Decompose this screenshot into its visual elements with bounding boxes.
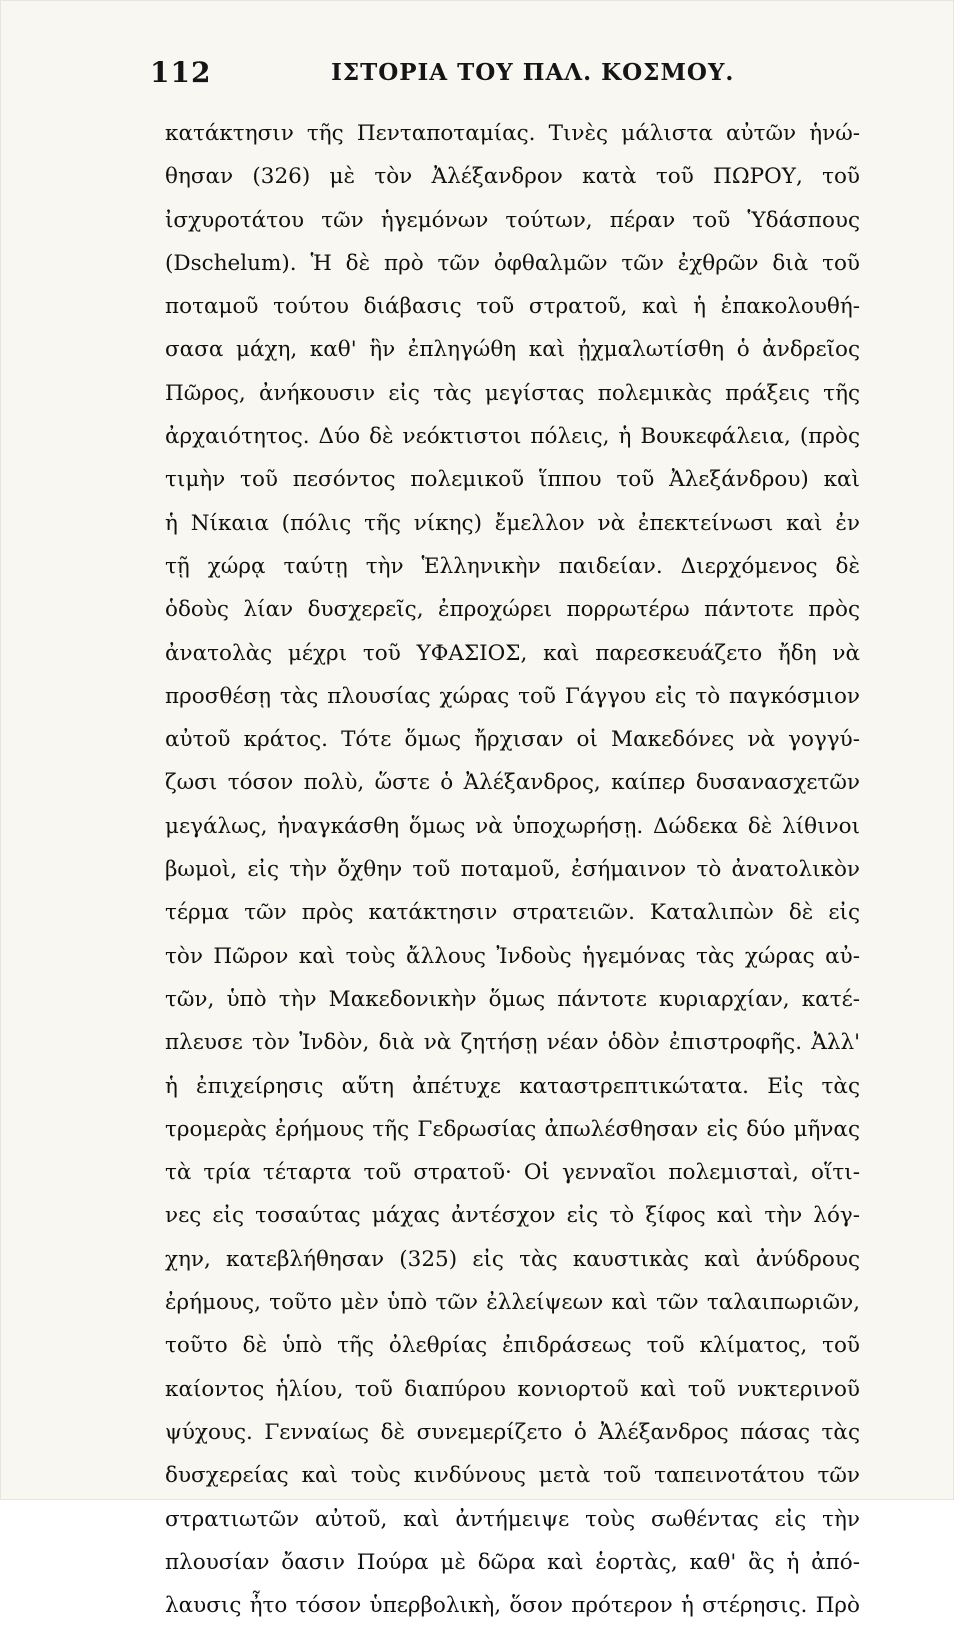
text-line: τέρμα τῶν πρὸς κατάκτησιν στρατειῶν. Καταλιπὼν δὲ εἰς	[165, 900, 860, 926]
text-line: ψύχους. Γενναίως δὲ συνεμερίζετο ὁ Ἀλέξανδρος πάσας τὰς	[165, 1419, 860, 1445]
text-line: ζωσι τόσον πολὺ, ὥστε ὁ Ἀλέξανδρος, καίπερ δυσανασχετῶν	[165, 770, 860, 796]
text-line: βωμοὶ, εἰς τὴν ὄχθην τοῦ ποταμοῦ, ἐσήμαινον τὸ ἀνατολικὸν	[165, 857, 860, 883]
text-line: καίοντος ἡλίου, τοῦ διαπύρου κονιορτοῦ καὶ τοῦ νυκτερινοῦ	[165, 1376, 860, 1402]
text-line: ποταμοῦ τούτου διάβασις τοῦ στρατοῦ, καὶ ἡ ἐπακολουθή-	[165, 294, 860, 320]
text-line: δυσχερείας καὶ τοὺς κινδύνους μετὰ τοῦ ταπεινοτάτου τῶν	[165, 1463, 860, 1489]
text-line: τιμὴν τοῦ πεσόντος πολεμικοῦ ἵππου τοῦ Ἀλεξάνδρου) καὶ	[165, 467, 860, 493]
text-line: ἀνατολὰς μέχρι τοῦ ΥΦΑΣΙΟΣ, καὶ παρεσκευάζετο ἤδη νὰ	[165, 640, 860, 666]
text-line: (Dschelum). Ἡ δὲ πρὸ τῶν ὀφθαλμῶν τῶν ἐχθρῶν διὰ τοῦ	[165, 250, 860, 276]
text-line: ἰσχυροτάτου τῶν ἡγεμόνων τούτων, πέραν τοῦ Ὑδάσπους	[165, 207, 860, 233]
text-line: τὰ τρία τέταρτα τοῦ στρατοῦ· Οἱ γενναῖοι πολεμισταὶ, οἵτι-	[165, 1160, 860, 1186]
text-line: ἡ ἐπιχείρησις αὕτη ἀπέτυχε καταστρεπτικώτατα. Εἰς τὰς	[165, 1073, 860, 1099]
text-line: ὁδοὺς λίαν δυσχερεῖς, ἐπροχώρει πορρωτέρω πάντοτε πρὸς	[165, 597, 860, 623]
text-line: τῶν, ὑπὸ τὴν Μακεδονικὴν ὅμως πάντοτε κυριαρχίαν, κατέ-	[165, 986, 860, 1012]
text-line: στρατιωτῶν αὐτοῦ, καὶ ἀντήμειψε τοὺς σωθέντας εἰς τὴν	[165, 1506, 860, 1532]
text-line: πλευσε τὸν Ἰνδὸν, διὰ νὰ ζητήσῃ νέαν ὁδὸν ἐπιστροφῆς. Ἀλλ'	[165, 1030, 860, 1056]
text-line: τρομερὰς ἐρήμους τῆς Γεδρωσίας ἀπωλέσθησαν εἰς δύο μῆνας	[165, 1116, 860, 1142]
text-line: θησαν (326) μὲ τὸν Ἀλέξανδρον κατὰ τοῦ ΠΩΡΟΥ, τοῦ	[165, 164, 860, 190]
page-number: 112	[150, 55, 212, 89]
text-line: τοῦτο δὲ ὑπὸ τῆς ὀλεθρίας ἐπιδράσεως τοῦ κλίματος, τοῦ	[165, 1333, 860, 1359]
page-header	[150, 52, 882, 92]
text-line: λαυσις ἦτο τόσον ὑπερβολικὴ, ὅσον πρότερον ἡ στέρησις. Πρὸ	[165, 1593, 860, 1619]
text-line: ἡ Νίκαια (πόλις τῆς νίκης) ἔμελλον νὰ ἐπεκτείνωσι καὶ ἐν	[165, 510, 860, 536]
body-text	[165, 112, 860, 1627]
running-title: ΙΣΤΟΡΙΑ ΤΟΥ ΠΑΛ. ΚΟΣΜΟΥ.	[331, 58, 735, 86]
text-line: νες εἰς τοσαύτας μάχας ἀντέσχον εἰς τὸ ξίφος καὶ τὴν λόγ-	[165, 1203, 860, 1229]
text-line: αὐτοῦ κράτος. Τότε ὅμως ἤρχισαν οἱ Μακεδόνες νὰ γογγύ-	[165, 727, 860, 753]
text-line: πλουσίαν ὄασιν Πούρα μὲ δῶρα καὶ ἑορτὰς, καθ' ἃς ἡ ἀπό-	[165, 1549, 860, 1575]
text-line: σασα μάχη, καθ' ἣν ἐπληγώθη καὶ ᾐχμαλωτίσθη ὁ ἀνδρεῖος	[165, 337, 860, 363]
text-line: ἀρχαιότητος. Δύο δὲ νεόκτιστοι πόλεις, ἡ Βουκεφάλεια, (πρὸς	[165, 424, 860, 450]
text-line: Πῶρος, ἀνήκουσιν εἰς τὰς μεγίστας πολεμικὰς πράξεις τῆς	[165, 380, 860, 406]
text-line: προσθέσῃ τὰς πλουσίας χώρας τοῦ Γάγγου εἰς τὸ παγκόσμιον	[165, 683, 860, 709]
text-line: κατάκτησιν τῆς Πενταποταμίας. Τινὲς μάλιστα αὐτῶν ἡνώ-	[165, 121, 860, 146]
text-line: μεγάλως, ἠναγκάσθη ὅμως νὰ ὑποχωρήσῃ. Δώδεκα δὲ λίθινοι	[165, 813, 860, 839]
text-line: τὸν Πῶρον καὶ τοὺς ἄλλους Ἰνδοὺς ἡγεμόνας τὰς χώρας αὐ-	[165, 943, 860, 969]
text-line: χην, κατεβλήθησαν (325) εἰς τὰς καυστικὰς καὶ ἀνύδρους	[165, 1246, 860, 1272]
text-line: τῇ χώρᾳ ταύτῃ τὴν Ἑλληνικὴν παιδείαν. Διερχόμενος δὲ	[165, 553, 860, 579]
text-line: ἐρήμους, τοῦτο μὲν ὑπὸ τῶν ἐλλείψεων καὶ τῶν ταλαιπωριῶν,	[165, 1290, 860, 1316]
